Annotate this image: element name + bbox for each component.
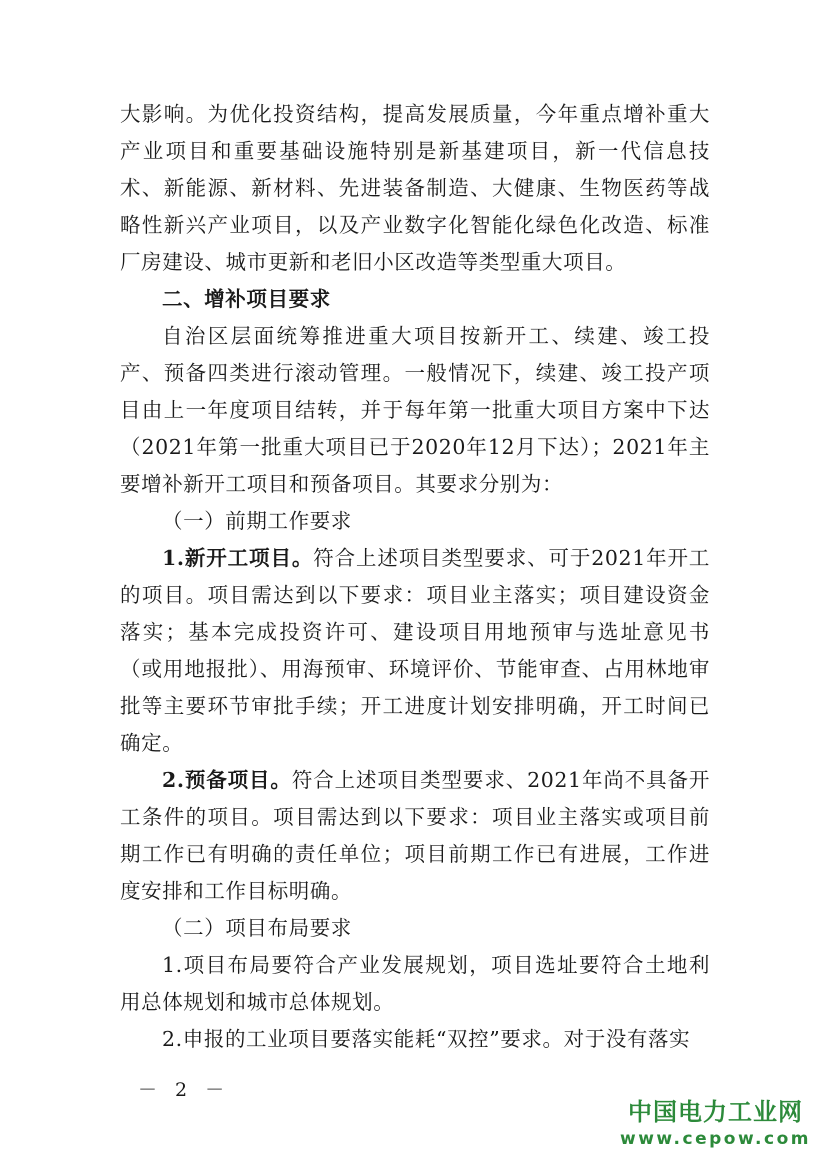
item-reserve-projects-lead: 2.预备项目。: [162, 768, 292, 792]
page-number: － 2 －: [138, 1079, 231, 1101]
item-reserve-projects-text: 符合上述项目类型要求、2021年尚不具备开工条件的项目。项目需达到以下要求：项目业主落实或项目前期工作已有明确的责任单位；项目前期工作已有进展，工作进度安排和工作目标明确。: [120, 768, 710, 903]
layout-item-1: 1.项目布局要符合产业发展规划，项目选址要符合土地利用总体规划和城市总体规划。: [120, 953, 710, 1014]
layout-item-2: 2.申报的工业项目要落实能耗“双控”要求。对于没有落实: [162, 1027, 691, 1051]
item-new-projects-lead: 1.新开工项目。: [162, 546, 314, 570]
watermark-logo: [620, 1098, 811, 1152]
subheading-preliminary-work: （一）前期工作要求: [162, 509, 352, 533]
watermark-title: 中国电力工业网: [628, 1098, 803, 1126]
paragraph-management: 自治区层面统筹推进重大项目按新开工、续建、竣工投产、预备四类进行滚动管理。一般情况下，续建、竣工投产项目由上一年度项目结转，并于每年第一批重大项目方案中下达（2021年第一批重大项目已于2020年12月下达）；2021年主要增补新开工项目和预备项目。其要求分别为：: [120, 324, 710, 496]
watermark-url: www.cepow.com: [620, 1129, 811, 1149]
paragraph-intro: 大影响。为优化投资结构，提高发展质量，今年重点增补重大产业项目和重要基础设施特别是新基建项目，新一代信息技术、新能源、新材料、先进装备制造、大健康、生物医药等战略性新兴产业项目，以及产业数字化智能化绿色化改造、标准厂房建设、城市更新和老旧小区改造等类型重大项目。: [120, 102, 710, 274]
subheading-layout: （二）项目布局要求: [162, 916, 352, 940]
item-reserve-projects: [120, 762, 710, 910]
item-new-projects: [120, 540, 710, 762]
item-new-projects-text: 符合上述项目类型要求、可于2021年开工的项目。项目需达到以下要求：项目业主落实；项目建设资金落实；基本完成投资许可、建设项目用地预审与选址意见书（或用地报批）、用海预审、环境评价、节能审查、占用林地审批等主要环节审批手续；开工进度计划安排明确，开工时间已确定。: [120, 546, 710, 755]
document-body: [120, 96, 710, 1058]
section-heading-requirements: 二、增补项目要求: [162, 287, 331, 311]
